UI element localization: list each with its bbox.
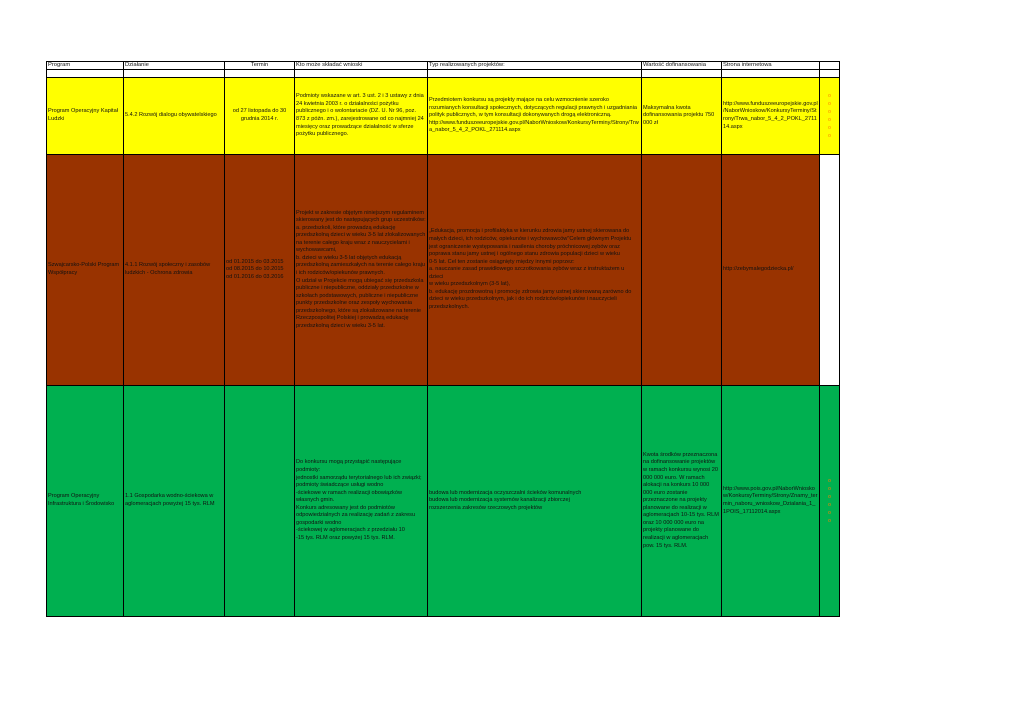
blank-cell[interactable] [722, 70, 820, 78]
header-dzialanie[interactable]: Działanie [124, 62, 225, 70]
cell-typ[interactable]: „Edukacja, promocja i profilaktyka w kierunku zdrowia jamy ustnej skierowana do małych dzieci, ich rodziców, opiekunów i wychowawców"Celem głównym Projektu jest ograniczenie występowania i nasilenia choroby próchnicowej zębów oraz poprawa stanu jamy ustnej i ogólnego stanu zdrowia populacji dzieci w wieku 0-5 lat. Cel ten zostanie osiągnięty między innymi poprzez: a. nauczanie zasad prawidłowego szczotkowania zębów wraz z instruktażem u dzieci w wieku przedszkolnym (3-5 lat), b. edukację prozdrowotną i promocję zdrowia jamy ustnej skierowaną zarówno do dzieci w wieku przedszkolnym, jak i do ich rodziców/opiekunów i nauczycieli przedszkolnych. [428, 155, 642, 386]
cell-kto[interactable]: Podmioty wskazane w art. 3 ust. 2 i 3 ustawy z dnia 24 kwietnia 2003 r. o działalności pożytku publicznego i o wolontariacie (DZ. U. Nr 96, poz. 873 z późn. zm.), zarejestrowane od co najmniej 24 miesięcy oraz prowadzące działalność w sferze pożytku publicznego. [295, 78, 428, 155]
header-wartosc[interactable]: Wartość dofinansowania [642, 62, 722, 70]
cell-dzialanie[interactable]: 1.1 Gospodarka wodno-ściekowa w aglomeracjach powyżej 15 tys. RLM [124, 386, 225, 617]
blank-cell[interactable] [124, 70, 225, 78]
cell-termin[interactable] [225, 386, 295, 617]
cell-typ[interactable]: Przedmiotem konkursu są projekty mające na celu wzmocnienie szeroko rozumianych konsultacji społecznych, dotyczących regulacji prawnych i uzgadniania polityk publicznych, w tym konsultacji dokonywanych drogą elektroniczną. http://www.funduszeeuropejskie.gov.pl/NaborWnioskow/KonkursyTerminy/Strony/Trwa_nabor_5_4_2_POKL_271114.aspx [428, 78, 642, 155]
cell-dzialanie[interactable]: 5.4.2 Rozwój dialogu obywatelskiego [124, 78, 225, 155]
cell-dzialanie[interactable]: 4.1.1 Rozwój społeczny i zasobów ludzkich - Ochrona zdrowia [124, 155, 225, 386]
cell-program[interactable]: Szwajcarsko-Polski Program Współpracy [47, 155, 124, 386]
cell-program[interactable]: Program Operacyjny Infrastruktura i Środowisko [47, 386, 124, 617]
header-status[interactable] [820, 62, 840, 70]
status-cell[interactable] [820, 155, 840, 386]
cell-wartosc[interactable]: Kwota środków przeznaczona na dofinansowanie projektów w ramach konkursu wynosi 20 000 000 euro. W ramach alokacji na konkurs 10 000 000 euro zostanie przeznaczone na projekty planowane do realizacji w aglomeracjach 10-15 tys. RLM oraz 10 000 000 euro na projekty planowane do realizacji w aglomeracjach pow. 15 tys. RLM. [642, 386, 722, 617]
cell-strona[interactable]: http://www.funduszeeuropejskie.gov.pl/NaborWnioskow/KonkursyTerminy/Strony/Trwa_nabor_5_4_2_POKL_271114.aspx [722, 78, 820, 155]
table-row [47, 155, 840, 386]
blank-cell[interactable] [225, 70, 295, 78]
blank-cell[interactable] [47, 70, 124, 78]
blank-cell[interactable] [820, 70, 840, 78]
header-row [47, 62, 840, 70]
cell-termin[interactable]: od 01.2015 do 03.2015 od 08.2015 do 10.2015 od 01.2016 do 03.2016 [225, 155, 295, 386]
table-row [47, 386, 840, 617]
header-termin[interactable]: Termin [225, 62, 295, 70]
status-cell[interactable]: o o o o o o [820, 386, 840, 617]
status-cell[interactable]: o o o o o o [820, 78, 840, 155]
cell-typ[interactable]: budowa lub modernizacja oczyszczalni ścieków komunalnych budowa lub modernizacja systemów kanalizacji zbiorczej rozszerzenia zakresów rzeczowych projektów [428, 386, 642, 617]
blank-cell[interactable] [428, 70, 642, 78]
header-typ[interactable]: Typ realizowanych projektów: [428, 62, 642, 70]
blank-cell[interactable] [642, 70, 722, 78]
cell-strona[interactable]: http://www.pois.gov.pl/NaborWnioskow/KonkursyTerminy/Strony/Znamy_termin_naboru_wnioskow_Dzialania_1_1POIS_17112014.aspx [722, 386, 820, 617]
header-program[interactable]: Program [47, 62, 124, 70]
header-strona[interactable]: Strona internetowa [722, 62, 820, 70]
cell-strona[interactable]: http://zebymalegodziecka.pl/ [722, 155, 820, 386]
cell-kto[interactable]: Do konkursu mogą przystąpić następujące podmioty: jednostki samorządu terytorialnego lub ich związki; podmioty świadczące usługi wodno -ściekowe w ramach realizacji obowiązków własnych gmin. Konkurs adresowany jest do podmiotów odpowiedzialnych za realizację zadań z zakresu gospodarki wodno -ściekowej w aglomeracjach z przedziału 10 -15 tys. RLM oraz powyżej 15 tys. RLM. [295, 386, 428, 617]
cell-wartosc[interactable] [642, 155, 722, 386]
cell-kto[interactable]: Projekt w zakresie objętym niniejszym regulaminem skierowany jest do następujących grup uczestników: a. przedszkoli, które prowadzą edukację przedszkolną dzieci w wieku 3-5 lat zlokalizowanych na terenie całego kraju wraz z nauczycielami i wychowawcami, b. dzieci w wieku 3-5 lat objętych edukacją przedszkolną zamieszkałych na terenie całego kraju i ich rodziców/opiekunów prawnych. O udział w Projekcie mogą ubiegać się przedszkola publiczne i niepubliczne, oddziały przedszkolne w szkołach podstawowych, publiczne i niepubliczne punkty przedszkolne oraz zespoły wychowania przedszkolnego, które są zlokalizowane na terenie Rzeczpospolitej Polskiej i prowadzą edukację przedszkolną dzieci w wieku 3-5 lat. [295, 155, 428, 386]
spreadsheet-table [46, 61, 840, 617]
cell-termin[interactable]: od 27 listopada do 30 grudnia 2014 r. [225, 78, 295, 155]
cell-wartosc[interactable]: Maksymalna kwota dofinansowania projektu 750 000 zł [642, 78, 722, 155]
table-row [47, 78, 840, 155]
blank-cell[interactable] [295, 70, 428, 78]
header-kto[interactable]: Kto może składać wnioski [295, 62, 428, 70]
blank-row [47, 70, 840, 78]
cell-program[interactable]: Program Operacyjny Kapitał Ludzki [47, 78, 124, 155]
